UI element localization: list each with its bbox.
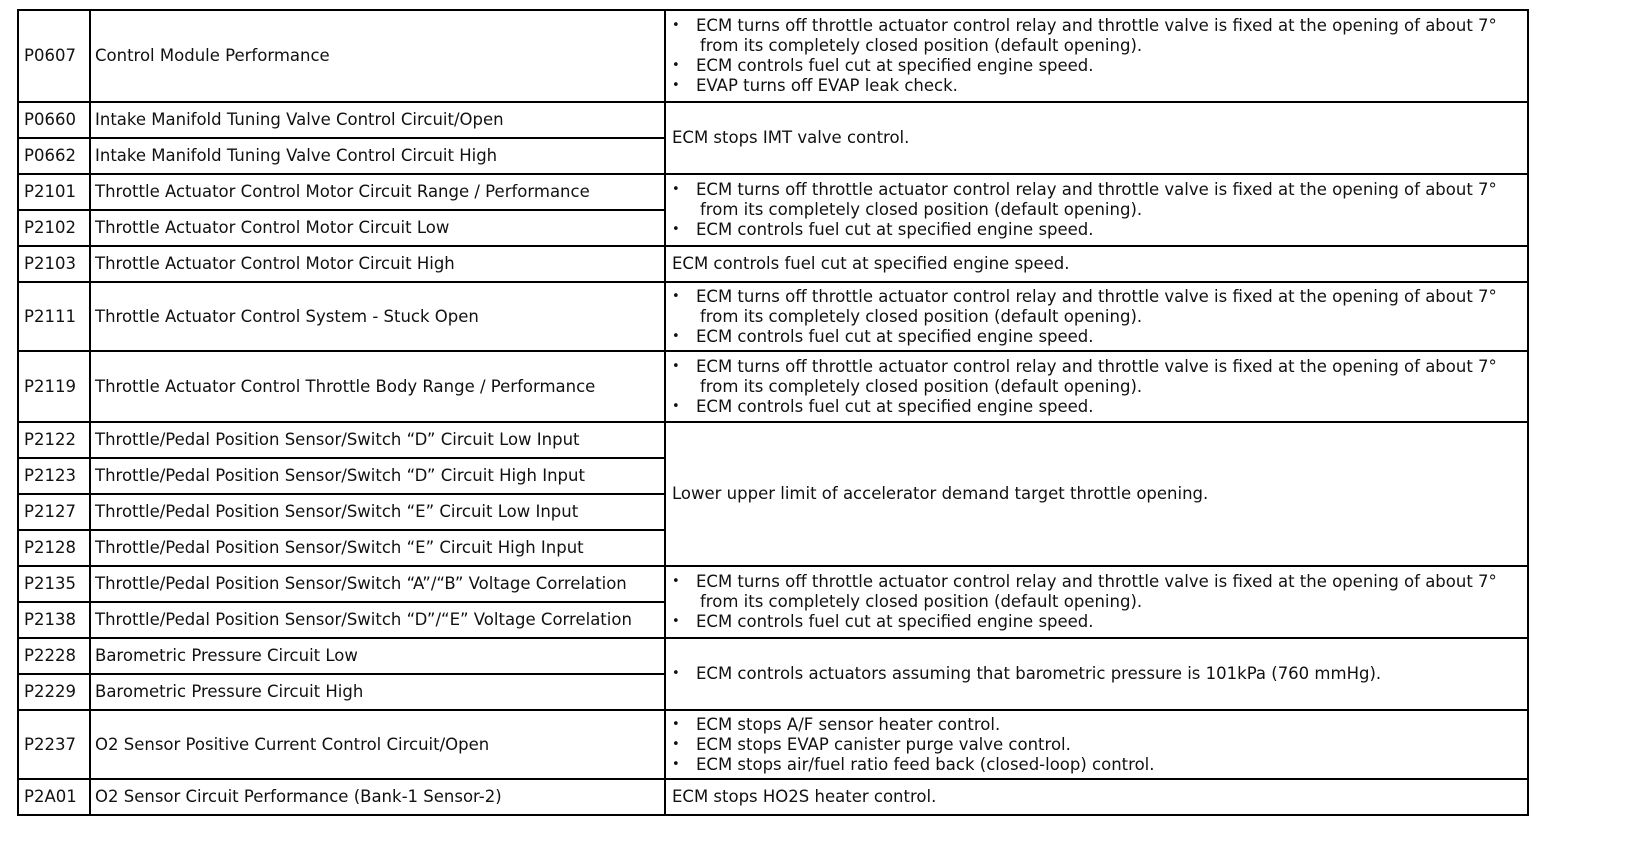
dtc-code: P2111: [18, 282, 90, 351]
dtc-description: Throttle/Pedal Position Sensor/Switch “D” Circuit Low Input: [90, 422, 665, 458]
bullet-text: ECM turns off throttle actuator control relay and throttle valve is fixed at the opening of about 7°: [696, 572, 1497, 591]
fail-safe-bullet: [696, 180, 1525, 220]
fail-safe-bullet: [696, 287, 1525, 327]
dtc-code: P2A01: [18, 779, 90, 815]
fail-safe-action: [665, 638, 1528, 710]
bullet-text: ECM turns off throttle actuator control relay and throttle valve is fixed at the opening of about 7°: [696, 180, 1497, 199]
fail-safe-bullet: [696, 327, 1525, 347]
bullet-text: ECM stops A/F sensor heater control.: [696, 714, 1001, 734]
fail-safe-bullet: [696, 16, 1525, 56]
dtc-description: Throttle/Pedal Position Sensor/Switch “E” Circuit Low Input: [90, 494, 665, 530]
bullet-text: ECM controls fuel cut at specified engine speed.: [696, 56, 1094, 75]
fail-safe-text: ECM controls fuel cut at specified engine speed.: [672, 254, 1070, 273]
dtc-code: P2123: [18, 458, 90, 494]
fail-safe-bullet: [696, 612, 1525, 632]
dtc-description: O2 Sensor Positive Current Control Circuit/Open: [90, 710, 665, 779]
dtc-description: Throttle/Pedal Position Sensor/Switch “D”/“E” Voltage Correlation: [90, 602, 665, 638]
dtc-description: Throttle/Pedal Position Sensor/Switch “A”/“B” Voltage Correlation: [90, 566, 665, 602]
bullet-text: ECM turns off throttle actuator control relay and throttle valve is fixed at the opening of about 7°: [696, 16, 1497, 35]
fail-safe-bullet: [696, 664, 1525, 684]
dtc-code: P2135: [18, 566, 90, 602]
dtc-code: P2138: [18, 602, 90, 638]
fail-safe-bullet-list: [672, 664, 1525, 684]
fail-safe-action: [665, 246, 1528, 282]
dtc-row: [18, 246, 1528, 282]
dtc-code: P2103: [18, 246, 90, 282]
fail-safe-bullet-list: [672, 180, 1525, 240]
dtc-code: P0660: [18, 102, 90, 138]
dtc-fail-safe-table: [17, 9, 1529, 816]
fail-safe-bullet-list: [672, 287, 1525, 347]
dtc-description: Throttle/Pedal Position Sensor/Switch “D” Circuit High Input: [90, 458, 665, 494]
fail-safe-action: [665, 566, 1528, 638]
dtc-description: Throttle Actuator Control System - Stuck Open: [90, 282, 665, 351]
dtc-row: [18, 174, 1528, 210]
dtc-code: P2101: [18, 174, 90, 210]
dtc-description: Control Module Performance: [90, 10, 665, 102]
fail-safe-bullet: [696, 220, 1525, 240]
bullet-text: ECM turns off throttle actuator control relay and throttle valve is fixed at the opening of about 7°: [696, 286, 1497, 306]
fail-safe-text: ECM stops IMT valve control.: [672, 128, 910, 147]
bullet-text: ECM stops EVAP canister purge valve control.: [696, 734, 1071, 754]
dtc-description: Throttle Actuator Control Motor Circuit Low: [90, 210, 665, 246]
bullet-text: EVAP turns off EVAP leak check.: [696, 76, 958, 95]
fail-safe-bullet-list: [672, 715, 1525, 775]
fail-safe-action: [665, 710, 1528, 779]
dtc-row: [18, 282, 1528, 351]
dtc-description: O2 Sensor Circuit Performance (Bank-1 Sensor-2): [90, 779, 665, 815]
fail-safe-text: ECM stops HO2S heater control.: [672, 787, 937, 806]
fail-safe-bullet-list: [672, 357, 1525, 417]
fail-safe-bullet-list: [672, 572, 1525, 632]
dtc-code: P2102: [18, 210, 90, 246]
bullet-text: ECM controls actuators assuming that barometric pressure is 101kPa (760 mmHg).: [696, 664, 1382, 683]
dtc-row: [18, 422, 1528, 458]
fail-safe-bullet: [696, 715, 1525, 735]
fail-safe-text: Lower upper limit of accelerator demand target throttle opening.: [672, 484, 1209, 503]
dtc-code: P2127: [18, 494, 90, 530]
fail-safe-action: [665, 10, 1528, 102]
dtc-description: Barometric Pressure Circuit Low: [90, 638, 665, 674]
fail-safe-bullet: [696, 572, 1525, 612]
dtc-code: P2122: [18, 422, 90, 458]
dtc-code: P2237: [18, 710, 90, 779]
fail-safe-bullet: [696, 56, 1525, 76]
bullet-text: ECM turns off throttle actuator control relay and throttle valve is fixed at the opening of about 7°: [696, 356, 1497, 376]
dtc-code: P2228: [18, 638, 90, 674]
dtc-code: P2229: [18, 674, 90, 710]
fail-safe-bullet-list: [672, 16, 1525, 96]
dtc-description: Throttle Actuator Control Motor Circuit Range / Performance: [90, 174, 665, 210]
bullet-text: ECM controls fuel cut at specified engine speed.: [696, 612, 1094, 631]
fail-safe-bullet: [696, 76, 1525, 96]
dtc-description: Throttle/Pedal Position Sensor/Switch “E” Circuit High Input: [90, 530, 665, 566]
dtc-description: Throttle Actuator Control Throttle Body Range / Performance: [90, 351, 665, 422]
fail-safe-action: [665, 102, 1528, 174]
bullet-continuation: from its completely closed position (default opening).: [700, 376, 1143, 396]
fail-safe-bullet: [696, 755, 1525, 775]
fail-safe-bullet: [696, 397, 1525, 417]
dtc-row: [18, 779, 1528, 815]
bullet-text: ECM stops air/fuel ratio feed back (closed-loop) control.: [696, 754, 1155, 774]
dtc-row: [18, 638, 1528, 674]
fail-safe-bullet: [696, 357, 1525, 397]
dtc-code: P2119: [18, 351, 90, 422]
fail-safe-action: [665, 351, 1528, 422]
bullet-text: ECM controls fuel cut at specified engine speed.: [696, 396, 1094, 416]
fail-safe-action: [665, 779, 1528, 815]
bullet-text: ECM controls fuel cut at specified engine speed.: [696, 326, 1094, 346]
dtc-row: [18, 351, 1528, 422]
dtc-row: [18, 10, 1528, 102]
dtc-row: [18, 566, 1528, 602]
dtc-table-body: [18, 10, 1528, 815]
dtc-description: Intake Manifold Tuning Valve Control Circuit/Open: [90, 102, 665, 138]
dtc-row: [18, 102, 1528, 138]
dtc-description: Barometric Pressure Circuit High: [90, 674, 665, 710]
bullet-continuation: from its completely closed position (default opening).: [700, 592, 1143, 611]
dtc-description: Intake Manifold Tuning Valve Control Circuit High: [90, 138, 665, 174]
dtc-code: P0662: [18, 138, 90, 174]
bullet-continuation: from its completely closed position (default opening).: [700, 200, 1143, 219]
bullet-text: ECM controls fuel cut at specified engine speed.: [696, 220, 1094, 239]
dtc-description: Throttle Actuator Control Motor Circuit High: [90, 246, 665, 282]
fail-safe-action: [665, 282, 1528, 351]
fail-safe-action: [665, 174, 1528, 246]
dtc-row: [18, 710, 1528, 779]
dtc-code: P2128: [18, 530, 90, 566]
bullet-continuation: from its completely closed position (default opening).: [700, 36, 1143, 55]
dtc-code: P0607: [18, 10, 90, 102]
fail-safe-bullet: [696, 735, 1525, 755]
bullet-continuation: from its completely closed position (default opening).: [700, 306, 1143, 326]
fail-safe-action: [665, 422, 1528, 566]
